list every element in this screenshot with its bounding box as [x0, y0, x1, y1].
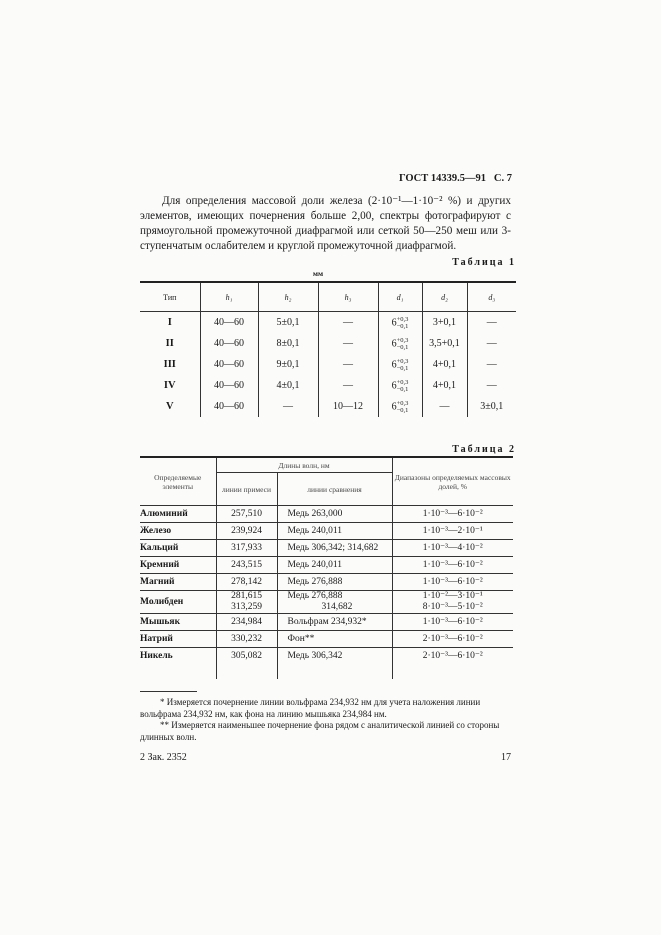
- table-cell: [277, 614, 392, 631]
- table-cell: 8±0,1: [258, 333, 318, 354]
- footnote-rule: [140, 691, 197, 692]
- table-cell: [378, 396, 422, 417]
- table2-caption: Таблица 2: [452, 444, 516, 455]
- cell-text: Медь 276,888: [287, 576, 343, 587]
- col-range: Диапазоны определяемых массовых долей, %: [392, 457, 513, 506]
- table-cell: [277, 540, 392, 557]
- cell-text: 1·10⁻³—6·10⁻²: [422, 616, 483, 627]
- table-cell: [216, 540, 277, 557]
- d1-value: 6: [391, 379, 397, 391]
- tol-upper: +0,3: [396, 357, 409, 365]
- footnote-1: * Измеряется почернение линии вольфрама 234,932 нм для учета наложения линии вольфрама 234,932 нм, как фона на линию мышьяка 234,984 нм.: [140, 697, 481, 719]
- cell-text: Медь 240,011: [287, 525, 342, 536]
- tol-upper: +0,3: [396, 336, 409, 344]
- t1-col-header: h₁: [200, 282, 258, 312]
- table-cell: [140, 631, 216, 648]
- cell-text: 278,142: [231, 576, 262, 587]
- d1-value: 6: [391, 316, 397, 328]
- table-cell: —: [467, 375, 516, 396]
- cell-text: Магний: [140, 576, 175, 587]
- table-row: [140, 540, 513, 557]
- table-cell: [216, 631, 277, 648]
- table-cell: —: [318, 375, 378, 396]
- cell-text: 1·10⁻²—3·10⁻¹: [422, 591, 483, 601]
- table-cell: [140, 557, 216, 574]
- cell-text: 313,259: [231, 602, 262, 612]
- t1-col-header: h₃: [318, 282, 378, 312]
- cell-text: Мышьяк: [140, 616, 181, 627]
- cell-text: 317,933: [231, 542, 262, 553]
- table-cell: [277, 557, 392, 574]
- cell-text: Кальций: [140, 542, 179, 553]
- cell-text: Медь 276,888: [287, 591, 343, 601]
- col-wavelengths: Длины волн, нм: [216, 457, 392, 473]
- table-cell: V: [165, 401, 174, 412]
- page-footer: [140, 751, 511, 764]
- table-cell: 40—60: [200, 396, 258, 417]
- d1-value: 6: [391, 400, 397, 412]
- tolerance: [397, 379, 409, 393]
- table-cell: [140, 506, 216, 523]
- table-cell: [392, 557, 513, 574]
- table-row: [140, 312, 516, 334]
- table-cell: —: [318, 333, 378, 354]
- table-cell: [277, 523, 392, 540]
- table-cell: —: [422, 396, 467, 417]
- table-row: [140, 591, 513, 614]
- t1-col-header: h₂: [258, 282, 318, 312]
- table-row: [140, 648, 513, 680]
- table-cell: 4+0,1: [422, 375, 467, 396]
- cell-text: 1·10⁻³—6·10⁻²: [422, 559, 483, 570]
- tol-lower: −0,1: [396, 385, 409, 393]
- table-cell: —: [467, 312, 516, 334]
- table-cell: I: [167, 317, 172, 328]
- table-cell: [378, 354, 422, 375]
- table-cell: [392, 631, 513, 648]
- page-number: 17: [501, 752, 511, 763]
- table-cell: [216, 523, 277, 540]
- footnotes: [140, 697, 511, 743]
- col-impurity: линии примеси: [216, 473, 277, 506]
- table-cell: IV: [163, 380, 176, 391]
- t1-col-header: d₁: [378, 282, 422, 312]
- cell-text: 2·10⁻³—6·10⁻²: [422, 633, 483, 644]
- table-cell: [140, 591, 216, 614]
- table-cell: 40—60: [200, 354, 258, 375]
- table-row: [140, 631, 513, 648]
- page-content: [140, 172, 516, 764]
- d1-value: 6: [391, 358, 397, 370]
- table-cell: 40—60: [200, 312, 258, 334]
- table-cell: 40—60: [200, 375, 258, 396]
- table-cell: 3,5+0,1: [422, 333, 467, 354]
- table-cell: [392, 574, 513, 591]
- table1-unit: мм: [312, 269, 324, 278]
- table-cell: [216, 591, 277, 614]
- table-cell: —: [318, 354, 378, 375]
- table-cell: [140, 614, 216, 631]
- table-cell: III: [163, 359, 176, 370]
- tol-lower: −0,1: [396, 406, 409, 414]
- table-cell: [216, 574, 277, 591]
- table-cell: [216, 557, 277, 574]
- cell-text: Медь 306,342: [287, 651, 343, 661]
- tol-lower: −0,1: [396, 343, 409, 351]
- table-cell: [216, 614, 277, 631]
- tol-lower: −0,1: [396, 364, 409, 372]
- cell-text: Фон**: [287, 633, 315, 644]
- cell-text: 234,984: [231, 616, 262, 627]
- tol-upper: +0,3: [396, 399, 409, 407]
- paragraph-text: Для определения массовой доли железа (2·10⁻¹—1·10⁻² %) и других элементов, имеющих почернения больше 2,00, спектры фотографируют с прямоугольной промежуточной диафрагмой или сеткой 50—250 меш или 3-ступенчатым ослабителем и круглой промежуточной диафрагмой.: [140, 195, 511, 252]
- cell-text: Медь 306,342; 314,682: [287, 542, 379, 553]
- order-number: 2 Зак. 2352: [140, 752, 187, 763]
- table-cell: 40—60: [200, 333, 258, 354]
- table-row: [140, 396, 516, 417]
- cell-text: 314,682: [321, 602, 353, 612]
- table-cell: [216, 648, 277, 680]
- table-cell: [140, 574, 216, 591]
- cell-text: Вольфрам 234,932*: [287, 616, 367, 627]
- table-cell: [216, 506, 277, 523]
- cell-text: 243,515: [231, 559, 262, 570]
- table-cell: [392, 523, 513, 540]
- table-cell: 10—12: [318, 396, 378, 417]
- table-cell: 5±0,1: [258, 312, 318, 334]
- cell-text: 257,510: [231, 508, 262, 519]
- table-cell: [392, 506, 513, 523]
- table-cell: [392, 648, 513, 680]
- table-row: [140, 354, 516, 375]
- table-cell: [378, 375, 422, 396]
- table-cell: 9±0,1: [258, 354, 318, 375]
- col-comparison: линии сравнения: [277, 473, 392, 506]
- table2: [140, 456, 513, 679]
- table-cell: [277, 506, 392, 523]
- table-cell: [392, 540, 513, 557]
- table-cell: II: [165, 338, 174, 349]
- footnote-2: ** Измеряется наименьшее почернение фона рядом с аналитической линией со стороны длинных волн.: [140, 720, 500, 742]
- table-cell: [392, 591, 513, 614]
- table-cell: —: [258, 396, 318, 417]
- table-cell: [140, 523, 216, 540]
- table-row: [140, 375, 516, 396]
- table-cell: —: [467, 333, 516, 354]
- cell-text: 8·10⁻³—5·10⁻²: [422, 602, 483, 612]
- cell-text: 239,924: [231, 525, 262, 536]
- table-row: [140, 574, 513, 591]
- tol-lower: −0,1: [396, 322, 409, 330]
- tolerance: [397, 337, 409, 351]
- col-elements: Определяемые элементы: [140, 457, 216, 506]
- table1: [140, 281, 516, 417]
- cell-text: Кремний: [140, 559, 180, 570]
- table-row: [140, 506, 513, 523]
- table-cell: [277, 591, 392, 614]
- table-cell: 3+0,1: [422, 312, 467, 334]
- body-paragraph: [140, 194, 511, 254]
- table-row: [140, 333, 516, 354]
- page-label: С. 7: [493, 173, 512, 184]
- table-cell: [378, 333, 422, 354]
- cell-text: Натрий: [140, 633, 173, 644]
- page-header: [140, 172, 516, 186]
- t1-col-header: d₃: [467, 282, 516, 312]
- table-cell: [277, 631, 392, 648]
- table-cell: [277, 648, 392, 680]
- table-cell: [140, 540, 216, 557]
- d1-value: 6: [391, 337, 397, 349]
- cell-text: Медь 240,011: [287, 559, 342, 570]
- cell-text: Молибден: [140, 596, 184, 607]
- t1-col-header: Тип: [140, 282, 200, 312]
- table-row: [140, 523, 513, 540]
- cell-text: 1·10⁻³—6·10⁻²: [422, 508, 483, 519]
- tol-upper: +0,3: [396, 378, 409, 386]
- cell-text: Никель: [140, 651, 173, 661]
- cell-text: 1·10⁻³—2·10⁻¹: [422, 525, 483, 536]
- cell-text: Алюминий: [140, 508, 188, 519]
- tolerance: [397, 358, 409, 372]
- standard-number: ГОСТ 14339.5—91: [398, 173, 487, 184]
- tol-upper: +0,3: [396, 315, 409, 323]
- cell-text: Медь 263,000: [287, 508, 343, 519]
- table1-caption: Таблица 1: [452, 257, 516, 268]
- t1-col-header: d₂: [422, 282, 467, 312]
- table-cell: 3±0,1: [467, 396, 516, 417]
- cell-text: Железо: [140, 525, 172, 536]
- cell-text: 281,615: [231, 591, 262, 601]
- table-cell: [378, 312, 422, 334]
- cell-text: 2·10⁻³—6·10⁻²: [422, 651, 483, 661]
- table-cell: [277, 574, 392, 591]
- cell-text: 305,082: [231, 651, 262, 661]
- cell-text: 1·10⁻³—6·10⁻²: [422, 576, 483, 587]
- table-row: [140, 557, 513, 574]
- cell-text: 330,232: [231, 633, 262, 644]
- table-cell: —: [467, 354, 516, 375]
- tolerance: [397, 400, 409, 414]
- table-cell: 4±0,1: [258, 375, 318, 396]
- table-row: [140, 614, 513, 631]
- table-cell: [392, 614, 513, 631]
- tolerance: [397, 316, 409, 330]
- cell-text: 1·10⁻³—4·10⁻²: [422, 542, 483, 553]
- table-cell: 4+0,1: [422, 354, 467, 375]
- table-cell: —: [318, 312, 378, 334]
- table-cell: [140, 648, 216, 680]
